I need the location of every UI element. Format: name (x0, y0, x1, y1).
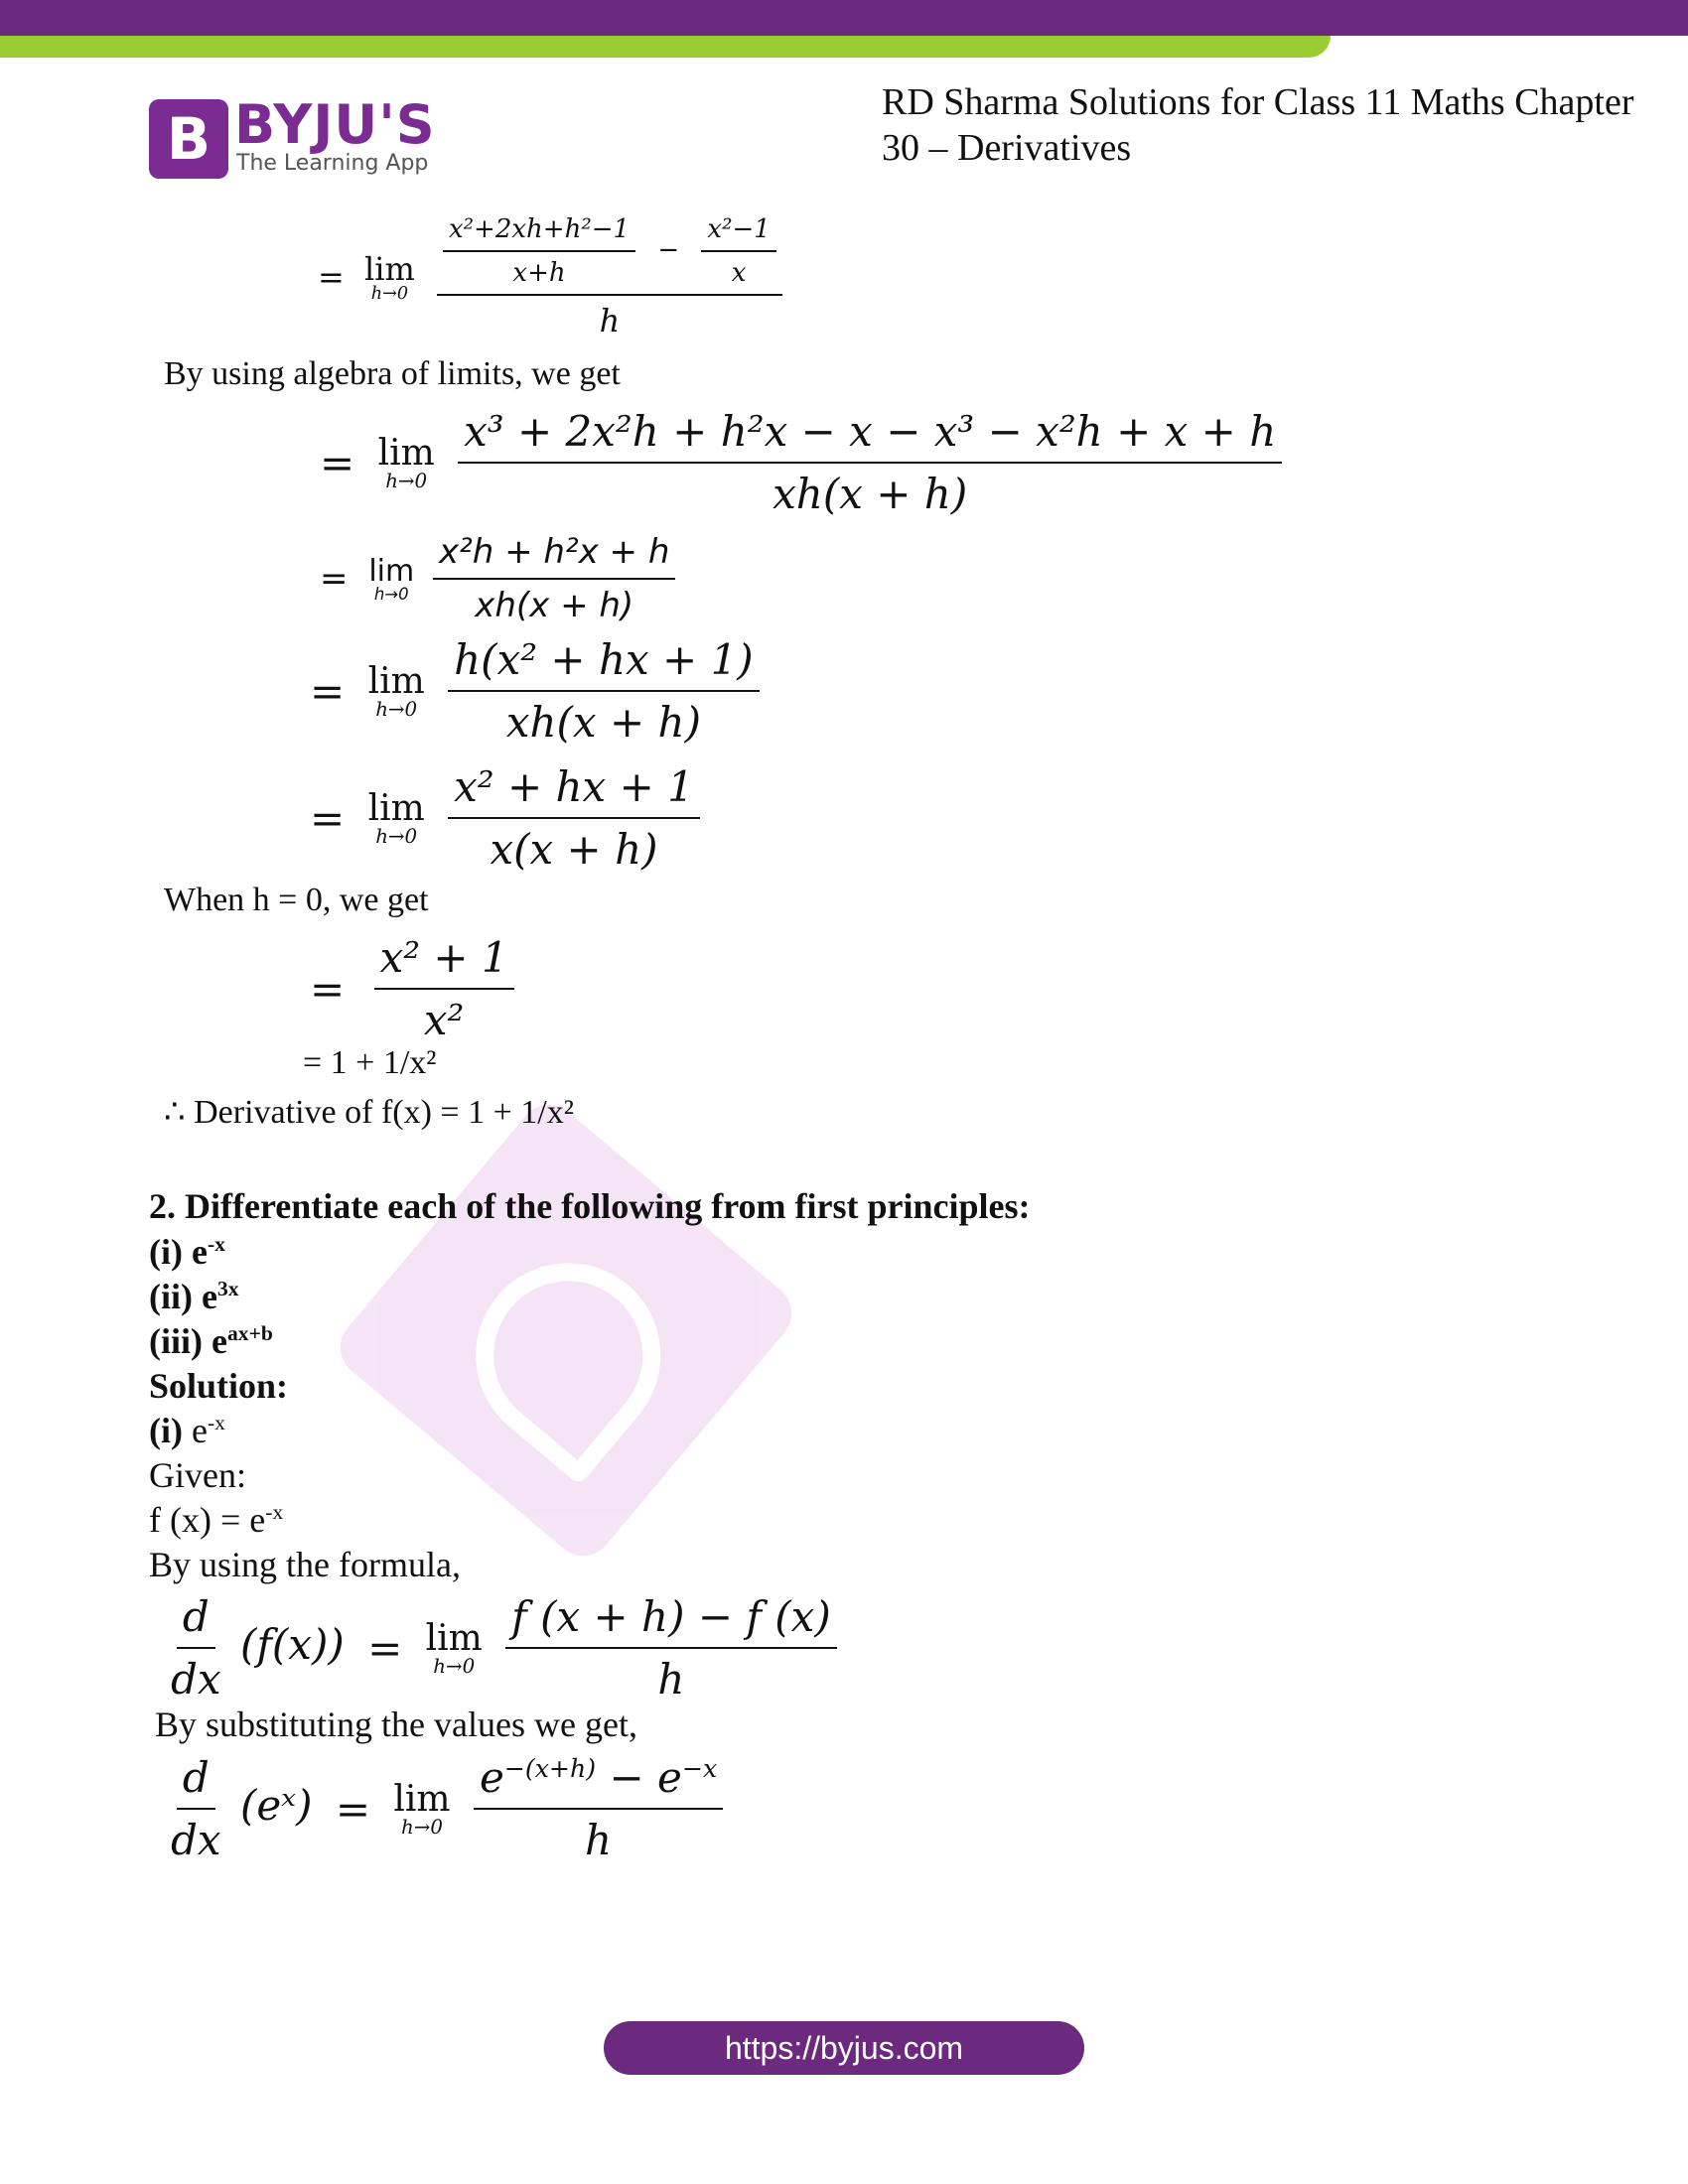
step6-numerator: x² + 1 (374, 933, 514, 990)
formula-fraction (505, 1592, 837, 1704)
footer-url-link[interactable]: https://byjus.com (604, 2021, 1084, 2075)
step1-sub-fraction-b (701, 214, 775, 288)
logo-mark: B (149, 99, 228, 179)
step1-a-den: x+h (512, 258, 566, 288)
step4-denominator: xh(x + h) (505, 698, 701, 747)
algebra-text: By using algebra of limits, we get (164, 355, 621, 392)
when-text: When h = 0, we get (164, 882, 429, 918)
limit (378, 433, 435, 492)
lim-subscript: h→0 (370, 284, 409, 304)
equals-sign: = (310, 793, 346, 843)
d-numerator: d (177, 1753, 215, 1810)
formula-lhs: (f(x)) (239, 1620, 345, 1669)
limit (368, 788, 425, 848)
lim-text: lim (367, 661, 425, 702)
substitution-denominator: h (585, 1816, 613, 1864)
limit (364, 250, 415, 304)
part-expression: e (191, 1411, 208, 1450)
lim-text: lim (367, 788, 425, 829)
limit (393, 1779, 450, 1839)
lim-subscript: h→0 (375, 825, 418, 848)
step3-denominator: xh(x + h) (475, 586, 634, 625)
lim-subscript: h→0 (373, 585, 409, 604)
step5-numerator: x² + hx + 1 (448, 762, 700, 819)
lim-text: lim (368, 554, 415, 589)
item-text: (i) e (149, 1232, 208, 1272)
step5-denominator: x(x + h) (490, 825, 658, 874)
equals-sign: = (320, 438, 355, 487)
derivative-operator (165, 1753, 227, 1864)
limit (368, 554, 414, 604)
top-green-bar (0, 36, 1331, 58)
step1-b-num: x²−1 (701, 214, 775, 252)
step4-fraction (448, 635, 760, 747)
step7-line: = 1 + 1/x² (303, 1044, 437, 1081)
substitute-text: By substituting the values we get, (155, 1705, 637, 1744)
step2-line (310, 407, 1282, 518)
conclusion-line: ∴ Derivative of f(x) = 1 + 1/x² (164, 1094, 574, 1131)
part-number: (i) (149, 1411, 183, 1450)
equals-sign: = (310, 964, 346, 1014)
step3-line (310, 532, 675, 625)
lim-subscript: h→0 (433, 1655, 476, 1678)
equals-sign: = (320, 559, 349, 599)
fx-text: f (x) = e (149, 1500, 266, 1540)
step2-fraction (458, 407, 1282, 518)
lim-text: lim (393, 1779, 451, 1820)
question2-item-2 (149, 1276, 239, 1317)
formula-line (165, 1592, 837, 1704)
substitution-numerator (474, 1753, 723, 1810)
step1-denominator: h (599, 302, 621, 340)
limit (368, 661, 425, 721)
dx-denominator: dx (171, 1816, 221, 1864)
lim-subscript: h→0 (375, 698, 418, 721)
watermark-logo (328, 1092, 803, 1568)
page-title: RD Sharma Solutions for Class 11 Maths Chapter 30 – Derivatives (882, 81, 1634, 169)
equals-sign: = (367, 1623, 403, 1673)
step1-line (308, 214, 782, 340)
watermark-mark (438, 1225, 698, 1485)
substitution-lhs: (eˣ) (239, 1781, 313, 1830)
d-numerator: d (177, 1592, 215, 1649)
fx-exponent: -x (265, 1500, 284, 1524)
part-i-label (149, 1410, 225, 1451)
step5-line (300, 762, 700, 874)
exp-sup-b: −x (681, 1754, 718, 1783)
step2-numerator: x³ + 2x²h + h²x − x − x³ − x²h + x + h (458, 407, 1282, 464)
lim-text: lim (425, 1618, 483, 1659)
step6-denominator: x² (423, 996, 465, 1044)
lim-text: lim (377, 433, 435, 474)
top-purple-bar (0, 0, 1688, 36)
lim-text: lim (363, 250, 415, 288)
step3-numerator: x²h + h²x + h (433, 532, 675, 580)
step1-a-num: x²+2xh+h²−1 (443, 214, 635, 252)
lim-subscript: h→0 (385, 470, 428, 492)
item-exponent: -x (207, 1232, 225, 1256)
item-exponent: 3x (216, 1277, 239, 1300)
dx-denominator: dx (171, 1655, 221, 1704)
item-exponent: ax+b (226, 1321, 273, 1345)
solution-label: Solution: (149, 1366, 289, 1406)
byjus-logo (149, 93, 437, 181)
step4-line (300, 635, 760, 747)
minus-sign: − (657, 235, 680, 265)
exp-minus-b: − e (609, 1753, 682, 1802)
step1-b-den: x (731, 258, 747, 288)
step2-denominator: xh(x + h) (773, 470, 968, 518)
step3-fraction (433, 532, 675, 625)
step1-fraction (437, 214, 782, 340)
substitution-line (165, 1753, 723, 1864)
equals-sign: = (310, 666, 346, 716)
lim-subscript: h→0 (401, 1816, 443, 1839)
step1-numerator (437, 214, 782, 296)
logo-tagline: The Learning App (236, 151, 429, 176)
item-text: (iii) e (149, 1321, 227, 1361)
step5-fraction (448, 762, 700, 874)
item-text: (ii) e (149, 1277, 217, 1316)
formula-denominator: h (657, 1655, 685, 1704)
step1-sub-fraction-a (443, 214, 635, 288)
given-label: Given: (149, 1455, 246, 1495)
equals-sign: = (335, 1784, 371, 1834)
question2-item-3 (149, 1320, 273, 1362)
part-exponent: -x (207, 1411, 225, 1434)
question2-item-1 (149, 1231, 225, 1273)
limit (426, 1618, 483, 1678)
logo-name: BYJU'S (234, 93, 436, 156)
equals-sign: = (318, 258, 345, 296)
fx-definition (149, 1499, 283, 1541)
formula-numerator: f (x + h) − f (x) (505, 1592, 837, 1649)
exp-sup-a: −(x+h) (503, 1754, 597, 1783)
substitution-fraction (474, 1753, 723, 1864)
question2-heading: 2. Differentiate each of the following from first principles: (149, 1186, 1031, 1226)
step6-line (300, 933, 514, 1044)
step4-numerator: h(x² + hx + 1) (448, 635, 760, 692)
step6-fraction (374, 933, 514, 1044)
derivative-operator (165, 1592, 227, 1704)
formula-text: By using the formula, (149, 1545, 461, 1584)
exp-base-a: e (479, 1753, 504, 1802)
